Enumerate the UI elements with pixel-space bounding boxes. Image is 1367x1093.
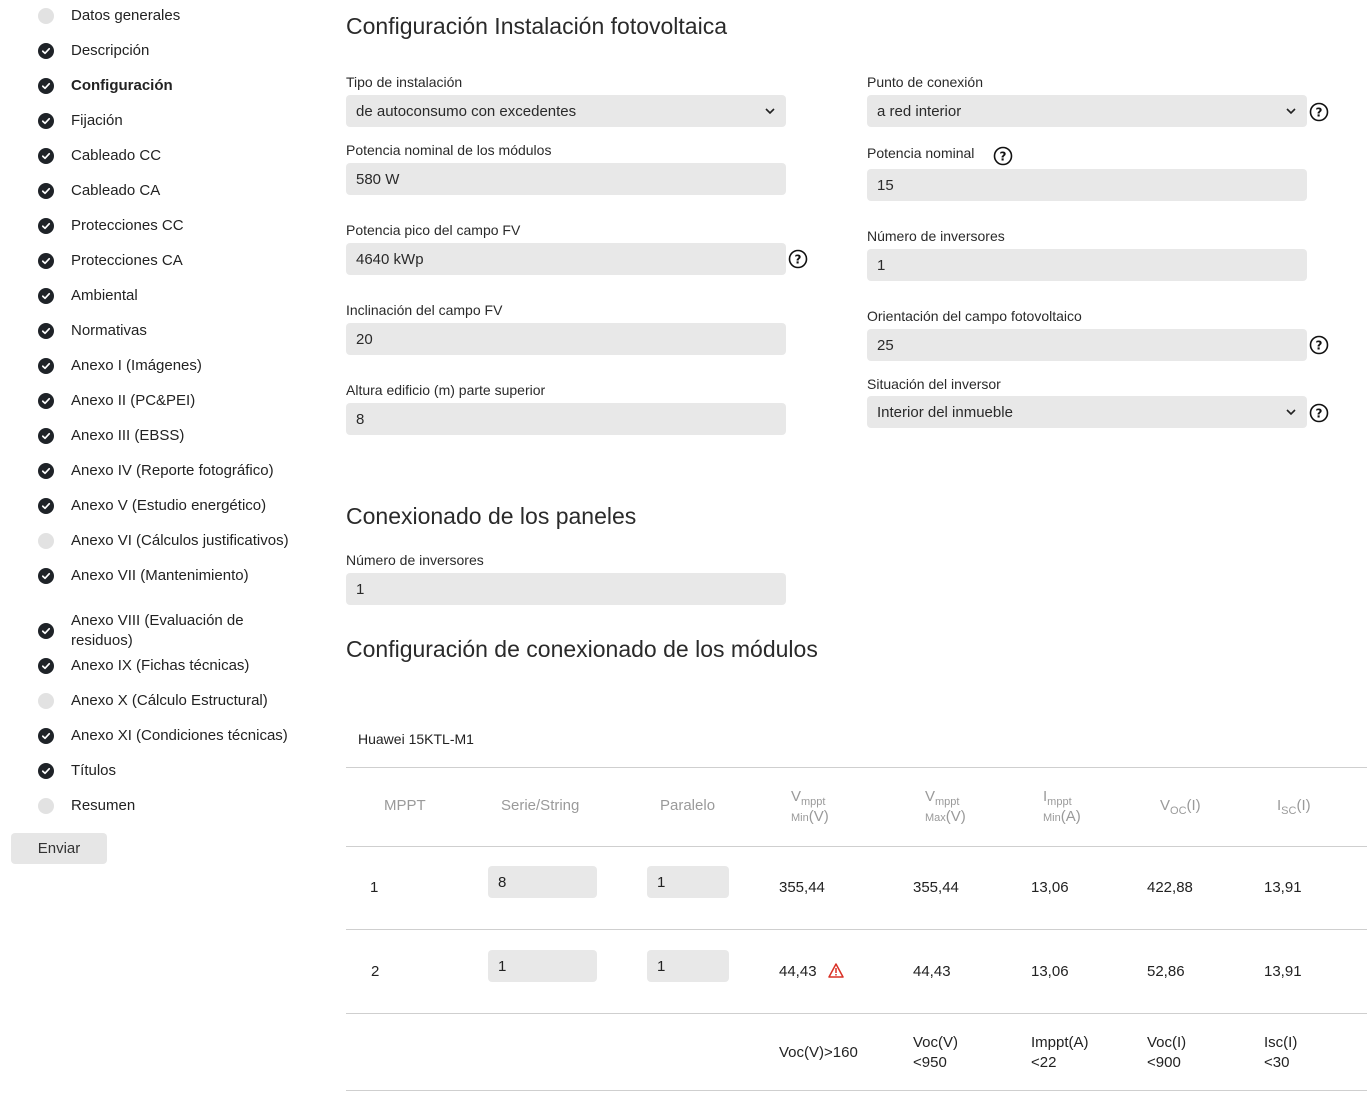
check-icon [38,568,54,584]
limit-imin [1031,1033,1089,1073]
header-serie: Serie/String [501,797,580,814]
header-vmin-main: V [791,788,802,805]
header-voc-unit: (I) [1186,797,1201,814]
header-vmax-main: V [925,788,936,805]
conexionado-num-inversores-label: Número de inversores [346,552,484,568]
sidebar-item-label: Anexo IX (Fichas técnicas) [71,657,250,674]
sidebar-item[interactable] [38,726,288,746]
row1-paralelo-input[interactable] [647,866,729,898]
header-imin-sub: mppt [1047,796,1072,808]
row1-serie: 8 [498,873,507,891]
help-icon[interactable] [1309,335,1329,355]
sidebar-item[interactable] [38,146,161,166]
conexionado-title: Conexionado de los paneles [346,503,637,529]
header-voc-main: V [1160,797,1171,814]
header-isc [1277,797,1311,817]
situacion-select[interactable] [867,396,1307,428]
check-icon [38,428,54,444]
pending-dot-icon [38,798,54,814]
sidebar-item[interactable] [38,496,266,516]
svg-text:?: ? [1315,406,1323,421]
limit-vmin: Voc(V)>160 [779,1044,858,1061]
row1-vmin: 355,44 [779,879,825,896]
check-icon [38,253,54,269]
header-imin [1043,788,1081,825]
potencia-modulos-value: 580 W [356,170,400,188]
help-icon[interactable] [1309,403,1329,423]
send-button[interactable]: Enviar [11,833,107,864]
num-inversores-input[interactable] [867,249,1307,281]
svg-text:?: ? [999,149,1007,164]
chevron-down-icon [1285,406,1297,418]
potencia-pico-input[interactable] [346,243,786,275]
row2-serie: 1 [498,957,507,975]
sidebar-item-label: Anexo X (Cálculo Estructural) [71,692,268,709]
potencia-pico-label: Potencia pico del campo FV [346,222,521,238]
sidebar-item-label: Cableado CA [71,182,161,199]
sidebar-item-label: Anexo XI (Condiciones técnicas) [71,727,288,744]
check-icon [38,288,54,304]
help-icon[interactable] [993,146,1013,166]
row2-isc: 13,91 [1264,963,1302,980]
header-vmin-unit: (V) [808,808,829,825]
sidebar-item-label: Normativas [71,322,147,339]
pending-dot-icon [38,533,54,549]
sidebar-item[interactable] [38,6,180,26]
row2-voc: 52,86 [1147,963,1185,980]
header-imin-sub2: Min [1043,812,1061,824]
header-voc [1160,797,1201,817]
limit-vmax-label: Voc(V) [913,1034,959,1051]
header-vmax-unit: (V) [945,808,966,825]
sidebar-item[interactable] [38,41,149,61]
potencia-modulos-input[interactable] [346,163,786,195]
header-isc-main: I [1277,797,1282,814]
check-icon [38,728,54,744]
limit-isc [1264,1033,1297,1073]
divider [346,1090,1367,1091]
situacion-label: Situación del inversor [867,376,1001,392]
pending-dot-icon [38,8,54,24]
sidebar-item-label: Datos generales [71,7,181,24]
pending-dot-icon [38,693,54,709]
header-vmin [791,788,829,825]
sidebar-item[interactable] [38,251,183,271]
svg-text:?: ? [1315,105,1323,120]
limit-vmax [913,1033,958,1073]
sidebar-item[interactable] [38,76,173,96]
svg-text:?: ? [794,252,802,267]
row2-mppt: 2 [371,963,380,980]
potencia-modulos-label: Potencia nominal de los módulos [346,142,552,158]
orientacion-label: Orientación del campo fotovoltaico [867,308,1082,324]
punto-conexion-label: Punto de conexión [867,74,983,90]
inclinacion-input[interactable] [346,323,786,355]
sidebar-item-label: Anexo IV (Reporte fotográfico) [71,462,274,479]
sidebar-item-label: Cableado CC [71,147,162,164]
header-vmax-sub: mppt [935,796,960,808]
header-vmax [925,788,966,825]
altura-label: Altura edificio (m) parte superior [346,382,546,398]
sidebar-item[interactable] [38,426,184,446]
header-isc-unit: (I) [1296,797,1311,814]
sidebar-item-label: Anexo VII (Mantenimiento) [71,567,249,584]
sidebar-item-label: Anexo II (PC&PEI) [71,392,196,409]
limit-imin-value: <22 [1031,1054,1057,1071]
header-isc-sub: SC [1281,805,1297,817]
check-icon [38,43,54,59]
sidebar-item-label: Descripción [71,42,150,59]
sidebar-item-label: Anexo VIII (Evaluación de residuos) [71,612,244,649]
warning-icon [828,963,844,978]
row1-mppt: 1 [370,879,379,896]
sidebar-item[interactable] [38,321,147,341]
sidebar-item[interactable] [38,111,123,131]
tipo-value: de autoconsumo con excedentes [356,102,577,120]
header-imin-unit: (A) [1060,808,1081,825]
row1-imin: 13,06 [1031,879,1069,896]
check-icon [38,623,54,639]
altura-value: 8 [356,410,365,428]
chevron-down-icon [1285,105,1297,117]
limit-voc-label: Voc(I) [1147,1034,1187,1051]
potencia-nominal-value: 15 [877,176,894,194]
row1-paralelo: 1 [657,873,666,891]
sidebar-item[interactable] [38,391,195,411]
limit-imin-label: Imppt(A) [1031,1034,1089,1051]
header-imin-main: I [1043,788,1048,805]
header-mppt: MPPT [384,797,426,814]
sidebar-item[interactable] [38,656,249,676]
check-icon [38,218,54,234]
divider [346,767,1367,768]
sidebar-item-label: Títulos [71,762,117,779]
divider [346,929,1367,930]
header-vmin-sub2: Min [791,812,809,824]
check-icon [38,358,54,374]
sidebar-item[interactable] [38,566,249,586]
sidebar-item-label: Protecciones CA [71,252,183,269]
tipo-label: Tipo de instalación [346,74,463,90]
conexionado-num-inversores-input[interactable] [346,573,786,605]
check-icon [38,183,54,199]
row1-serie-input[interactable] [488,866,597,898]
sidebar-item-label: Resumen [71,797,136,814]
potencia-nominal-label: Potencia nominal [867,145,975,161]
sidebar-item-label: Anexo III (EBSS) [71,427,185,444]
modulos-title: Configuración de conexionado de los módulos [346,636,818,662]
row2-serie-input[interactable] [488,950,597,982]
potencia-pico-value: 4640 kWp [356,250,424,268]
sidebar-item-label: Anexo VI (Cálculos justificativos) [71,532,289,549]
altura-input[interactable] [346,403,786,435]
header-voc-sub: OC [1170,805,1187,817]
sidebar-item[interactable] [38,181,160,201]
header-paralelo: Paralelo [660,797,716,814]
svg-text:?: ? [1315,338,1323,353]
row2-paralelo: 1 [657,957,666,975]
sidebar-item-label: Configuración [71,77,173,94]
limit-voc [1147,1033,1186,1073]
tipo-select[interactable] [346,95,786,127]
sidebar-item[interactable] [38,286,138,306]
limit-vmax-value: <950 [913,1054,947,1071]
sidebar-item-label: Protecciones CC [71,217,184,234]
check-icon [38,323,54,339]
check-icon [38,393,54,409]
row2-vmax: 44,43 [913,963,951,980]
potencia-nominal-input[interactable] [867,169,1307,201]
sidebar-item-label: Anexo I (Imágenes) [71,357,202,374]
help-icon[interactable] [788,249,808,269]
situacion-value: Interior del inmueble [877,403,1013,421]
inclinacion-label: Inclinación del campo FV [346,302,503,318]
sidebar-item[interactable] [38,531,289,551]
sidebar-item-label: Anexo V (Estudio energético) [71,497,267,514]
limit-isc-value: <30 [1264,1054,1290,1071]
punto-conexion-value: a red interior [877,102,962,120]
header-vmax-sub2: Max [925,812,946,824]
check-icon [38,498,54,514]
num-inversores-label: Número de inversores [867,228,1005,244]
num-inversores-value: 1 [877,256,886,274]
row1-isc: 13,91 [1264,879,1302,896]
check-icon [38,148,54,164]
sidebar-item[interactable] [38,461,274,481]
row2-vmin: 44,43 [779,963,817,980]
sidebar-item-label: Ambiental [71,287,138,304]
sidebar-item[interactable] [38,691,268,711]
inverter-tab[interactable]: Huawei 15KTL-M1 [358,731,474,747]
row2-paralelo-input[interactable] [647,950,729,982]
row1-vmax: 355,44 [913,879,959,896]
orientacion-input[interactable] [867,329,1307,361]
header-vmin-sub: mppt [801,796,826,808]
sidebar-item-label: Fijación [71,112,123,129]
check-icon [38,658,54,674]
check-icon [38,463,54,479]
page-title: Configuración Instalación fotovoltaica [346,13,728,39]
limit-voc-value: <900 [1147,1054,1181,1071]
divider [346,1013,1367,1014]
inclinacion-value: 20 [356,330,373,348]
conexionado-num-inversores-value: 1 [356,580,365,598]
sidebar-item[interactable] [38,216,184,236]
chevron-down-icon [764,105,776,117]
row2-imin: 13,06 [1031,963,1069,980]
limit-isc-label: Isc(I) [1264,1034,1298,1051]
row1-voc: 422,88 [1147,879,1193,896]
punto-conexion-select[interactable] [867,95,1307,127]
help-icon[interactable] [1309,102,1329,122]
divider [346,846,1367,847]
sidebar-item[interactable] [38,761,116,781]
orientacion-value: 25 [877,336,894,354]
sidebar-item[interactable] [38,611,271,651]
check-icon [38,763,54,779]
check-icon [38,113,54,129]
sidebar-item[interactable] [38,356,202,376]
check-icon [38,78,54,94]
sidebar-item[interactable] [38,796,135,816]
